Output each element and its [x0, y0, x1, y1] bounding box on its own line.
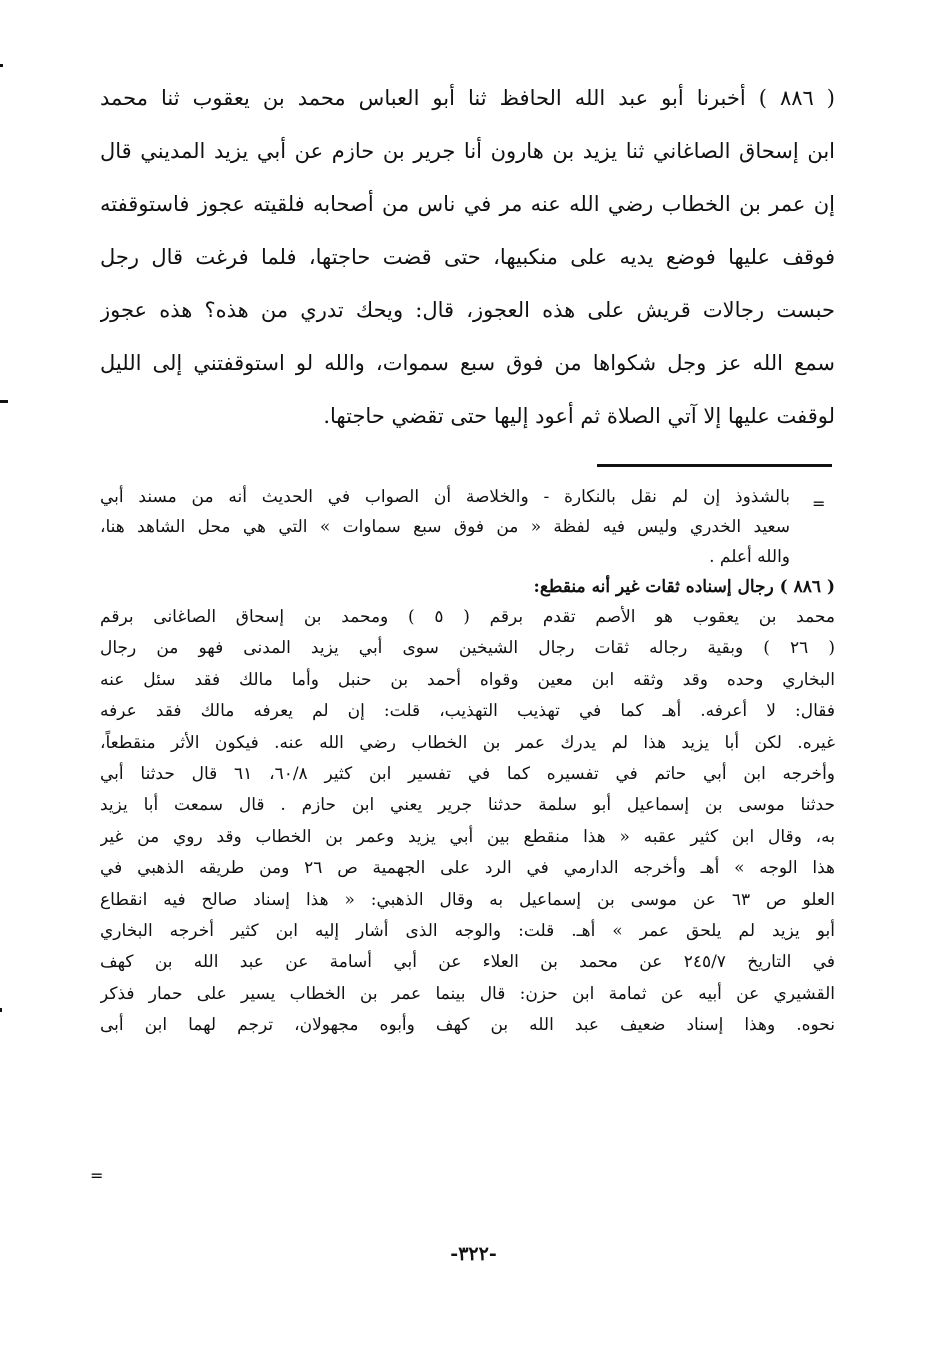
- main-text-line: حبست رجالات قريش على هذه العجوز، قال: ويحك تدري من هذه؟ هذه عجوز: [100, 298, 835, 322]
- main-text-line: إن عمر بن الخطاب رضي الله عنه مر في ناس من أصحابه فلقيته عجوز فاستوقفته: [100, 192, 835, 216]
- footnote-line: وأخرجه ابن أبي حاتم في تفسيره كما في تفسير ابن كثير ٦٠/٨، ٦١ قال حدثنا أبي: [100, 763, 835, 784]
- main-text-line: فوقف عليها فوضع يديه على منكبيها، حتى قضت حاجتها، فلما فرغت قال رجل: [100, 245, 835, 269]
- footnote-line: ( ٢٦ ) وبقية رجاله ثقات رجال الشيخين سوى أبي يزيد المدنى فهو من رجال: [100, 638, 835, 659]
- footnote-body: [100, 602, 835, 1041]
- main-text-line: ( ٨٨٦ ) أخبرنا أبو عبد الله الحافظ ثنا أبو العباس محمد بن يعقوب ثنا محمد: [100, 86, 835, 110]
- footnote-line: محمد بن يعقوب هو الأصم تقدم برقم ( ٥ ) ومحمد بن إسحاق الصاغانى برقم: [100, 607, 835, 627]
- footnote-line: القشيري عن أبيه عن ثمامة ابن حزن: قال بينما عمر بن الخطاب يسير على حمار فذكر: [100, 983, 835, 1004]
- page-number: -٣٢٢-: [450, 1243, 497, 1265]
- scan-edge-mark: [0, 1008, 2, 1012]
- footnote-line: البخاري وحده وقد وثقه ابن معين وقواه أحمد بن حنبل وأما مالك فقد سئل عنه: [100, 669, 835, 690]
- footnote-line: نحوه. وهذا إسناد ضعيف عبد الله بن كهف وأبوه مجهولان، ترجم لهما ابن أبى: [100, 1015, 835, 1036]
- footnote-line: أبو يزيد لم يلحق عمر » أهـ. قلت: والوجه الذى أشار إليه ابن كثير أخرجه البخاري: [100, 920, 835, 941]
- footnote-line: فقال: لا أعرفه. أهـ كما في تهذيب التهذيب، قلت: إن لم يعرفه مالك فقد عرفه: [100, 701, 835, 722]
- continuation-mark: =: [90, 1166, 104, 1185]
- footnote-line: والله أعلم .: [709, 547, 790, 567]
- scan-edge-mark: [0, 64, 3, 67]
- footnote-line: غيره. لكن أبا يزيد هذا لم يدرك عمر بن الخطاب رضي الله عنه. فيكون الأثر منقطعاً،: [100, 732, 835, 753]
- scan-edge-mark: [0, 400, 8, 403]
- footnote-separator: [597, 464, 832, 467]
- footnote-heading: ( ٨٨٦ ) رجال إسناده ثقات غير أنه منقطع:: [533, 577, 835, 597]
- footnotes: [100, 482, 835, 1041]
- footnote-line: حدثنا موسى بن إسماعيل أبو سلمة حدثنا جرير يعني ابن حازم . قال سمعت أبا يزيد: [100, 795, 835, 816]
- footnote-line: في التاريخ ٢٤٥/٧ عن محمد بن العلاء عن أبي أسامة عن عبد الله بن كهف: [100, 952, 835, 973]
- main-text-line: ابن إسحاق الصاغاني ثنا يزيد بن هارون أنا جرير بن حازم عن أبي يزيد المديني قال: [100, 139, 835, 163]
- footnote-line: به، وقال ابن كثير عقبه « هذا منقطع بين أبي يزيد وعمر بن الخطاب وقد روي من غير: [100, 826, 835, 847]
- main-text: [100, 72, 835, 443]
- main-text-line: لوقفت عليها إلا آتي الصلاة ثم أعود إليها حتى تقضي حاجتها.: [323, 404, 835, 428]
- footnote-line: سعيد الخدري وليس فيه لفظة « من فوق سبع سماوات » التي هي محل الشاهد هنا،: [100, 517, 790, 537]
- footnote-line: بالشذوذ إن لم نقل بالنكارة - والخلاصة أن الصواب في الحديث أنه من مسند أبي: [100, 487, 790, 507]
- main-text-line: سمع الله عز وجل شكواها من فوق سبع سموات، والله لو استوقفتني إلى الليل: [100, 351, 835, 375]
- footnote-line: هذا الوجه » أهـ وأخرجه الدارمي في الرد على الجهمية ص ٢٦ ومن طريقه الذهبي في: [100, 858, 835, 879]
- continuation-mark: =: [812, 494, 826, 513]
- footnote-line: العلو ص ٦٣ عن موسى بن إسماعيل به وقال الذهبي: « هذا إسناد صالح فيه انقطاع: [100, 889, 835, 910]
